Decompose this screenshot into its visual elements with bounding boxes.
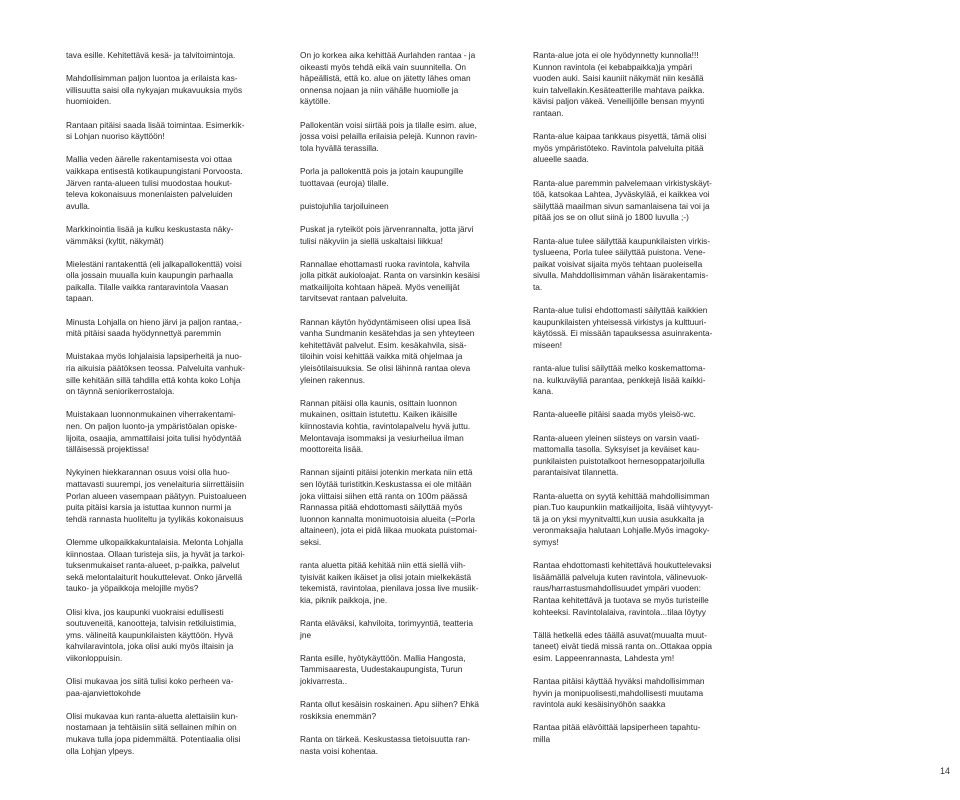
comment-paragraph: Mielestäni rantakenttä (eli jalkapallokenttä) voisi olla jossain muualla kuin kaupungin parhaalla paikalla. Tilalle vaikka rantaravintola Vaasan tapaan. [66,258,242,304]
comment-paragraph: Ranta-alue tulee säilyttää kaupunkilaisten virkis- tyslueena, Porla tulee säilyttää puistona. Vene- paikat voisivat sijaita myös tehtaan puoleisella sivulla. Mahddollisimman vähän lisärakentamis- ta. [533,235,711,292]
comment-paragraph: Ranta on tärkeä. Keskustassa tietoisuutta ran- nasta voisi kohentaa. [300,734,471,756]
comment-paragraph: Olisi mukavaa kun ranta-aluetta alettaisiin kun- nostamaan ja tehtäisiin siitä sellainen mihin on mukava tulla jopa pidemmältä. Potentiaalia olisi olla Lohjan ylpeys. [66,710,241,756]
comment-paragraph: Olemme ulkopaikkakuntalaisia. Melonta Lohjalla kiinnostaa. Ollaan turisteja siis, ja hyvät ja tarkoi- tuksenmukaiset ranta-alueet, p-paikka, palvelut sekä melontalaiturit houkuttelevat. Onko järvellä tauko- ja yöpaikkoja melojille myös? [66,536,245,594]
comment-paragraph: Rantaa pitäisi käyttää hyväksi mahdollisimman hyvin ja monipuolisesti,mahdollisesti muutama ravintola auki kesäisinyöhön saakka [533,676,705,710]
comment-paragraph: Tällä hetkellä edes täällä asuvat(muualta muut- taneet) eivät tiedä missä ranta on..Ottakaa oppia esim. Lappeenrannasta, Lahdesta ym! [533,629,712,663]
comment-paragraph: ranta-alue tulisi säilyttää melko koskemattoma- na. kulkuväyliä parantaa, penkkejä lisää kaikki- kana. [533,363,706,397]
comment-paragraph: Olisi mukavaa jos siitä tulisi koko perheen va- paa-ajanviettokohde [66,676,234,698]
text-column-1 [66,50,282,769]
text-column-2 [300,50,516,769]
comment-paragraph: On jo korkea aika kehittää Aurlahden rantaa - ja oikeasti myös tehdä eikä vain suunnitella. On häpeällistä, että ko. alue on jätetty lähes oman onnensa nojaan ja niin vähälle huomiolle ja käytölle. [300,50,476,107]
comment-paragraph: Ranta eläväksi, kahviloita, torimyyntiä, teatteria jne [300,618,473,640]
comment-paragraph: Rantaa pitää elävöittää lapsiperheen tapahtu- milla [533,722,701,745]
comment-paragraph: ranta aluetta pitää kehitää niin että siellä viih- tyisivät kaiken ikäiset ja olisi jotain mielkekästä tekemistä, ravintolaa, pienilava jossa live musiik- kia, piknik paikkoja, jne. [300,560,479,605]
text-column-3 [533,50,753,757]
comment-paragraph: tava esille. Kehitettävä kesä- ja talvitoimintoja. [66,50,236,60]
comment-paragraph: Ranta-alue jota ei ole hyödynnetty kunnolla!!! Kunnon ravintola (ei kebabpaikka)ja ympäri vuoden auki. Saisi kauniit näkymät niin kesällä kuin talvellakin.Kesäteatterille mahtava paikka. kävisi paljon väkeä. Veneilijöille bensan myynti rantaan. [533,50,705,118]
comment-paragraph: Rannallae ehottamasti ruoka ravintola, kahvila jolla pitkät aukioloajat. Ranta on varsinkin kesäisi matkailijoita kohtaan häpeä. Myös veneilijät tarvitsevat rantaan palveluita. [300,258,480,304]
comment-paragraph: Rantaa ehdottomasti kehitettävä houkuttelevaksi lisäämällä palveluja kuten ravintola, välinevuok- raus/harrastusmahdollisuudet ympäri vuoden: Rantaa kehitettävä ja tuotava se myös turisteille kohteeksi. Ravintolalaiva, ravintola...tilaa löytyy [533,560,712,617]
comment-paragraph: Rannan käytön hyödyntämiseen olisi upea lisä vanha Sundmanin kesätehdas ja sen yhteyteen kehitettävät palvelut. Esim. kesäkahvila, sisä- tiloihin voisi kehittää vaikka mitä ohjelmaa ja yleisötilaisuuksia. Se olisi lähinnä rantaa oleva yleinen rakennus. [300,316,475,385]
comment-paragraph: Rantaan pitäisi saada lisää toimintaa. Esimerkik- si Lohjan nuoriso käyttöön! [66,119,245,142]
comment-paragraph: Ranta-alue paremmin palvelemaan virkistyskäyt- töä, katsokaa Lahtea, Jyväskylää, ei kaikkea voi säilyttää maailman sivun samanlaisena tai voi ja pitää jos se on ollut siinä jo 1800 luvulla ;-) [533,177,712,223]
comment-paragraph: Muistakaan luonnonmukainen viherrakentami- nen. On paljon luonto-ja ympäristöalan opiske- lijoita, osaajia, ammattilaisi joita tulisi hyödyntää tälläisessä projektissa! [66,409,242,455]
comment-paragraph: Ranta-alueen yleinen siisteys on varsin vaati- mattomalla tasolla. Syksyiset ja keväiset kau- punkilaisten puistotalkoot hernesoppatarjoilulla parantaisivat tilannetta. [533,432,705,478]
comment-paragraph: Muistakaa myös lohjalaisia lapsiperheitä ja nuo- ria aikuisia päätöksen teossa. Palveluita vanhuk- sille kehitään sillä tahdilla että kohta koko Lohja on täynnä seniorikerrostaloja. [66,351,245,397]
comment-paragraph: Ranta esille, hyötykäyttöön. Mallia Hangosta, Tammisaaresta, Uudestakaupungista, Turun jokivarresta.. [300,652,466,687]
comment-paragraph: Olisi kiva, jos kaupunki vuokraisi edullisesti soutuveneitä, kanootteja, talvisin retkiluistimia, yms. välineitä kaupunkilaisten käyttöön. Hyvä kahvilaravintola, joka olisi auki myös iltaisin ja viikonloppuisin. [66,606,237,663]
comment-paragraph: Mahdollisimman paljon luontoa ja erilaista kas- villisuutta saisi olla nykyajan mukavuuksia myös huomioiden. [66,73,243,107]
comment-paragraph: puistojuhlia tarjoiluineen [300,200,389,211]
comment-paragraph: Markkinointia lisää ja kulku keskustasta näky- vämmäksi (kyltit, näkymät) [66,223,234,246]
comment-paragraph: Nykyinen hiekkarannan osuus voisi olla huo- mattavasti suurempi, jos venelaituria siirrettäisiin Porlan alueen vasempaan päätyyn. Puistoalueen puita pitäisi karsia ja istuttaa kunnon nurmi ja tehdä rannasta huoliteltu ja tyylikäs kokonaisuus [66,467,247,524]
comment-paragraph: Ranta ollut kesäisin roskainen. Apu siihen? Ehkä roskiksia enemmän? [300,699,479,721]
comment-paragraph: Ranta-aluetta on syytä kehittää mahdollisimman pian.Tuo kaupunkiin matkailijoita, lisää viihtyvyyt- tä ja on yksi myynitvaltti,kun uusia asukkaita ja veronmaksajia halutaan Lohjalle.Myös imagoky- symys! [533,490,713,547]
comment-paragraph: Rannan sijainti pitäisi jotenkin merkata niin että sen löytää turistitkin.Keskustassa ei ole mitään joka viittaisi siihen että ranta on 100m päässä Rannassa pitää ehdottomasti säilyttää myös luonnon kannalta monimuotoisia alueita (=Porla altaineen), jota ei pidä liikaa muokata puistomai- seksi. [300,467,478,547]
comment-paragraph: Mallia veden äärelle rakentamisesta voi ottaa vaikkapa entisestä kotikaupungistani Porvoosta. Järven ranta-alueen tulisi muodostaa houkut- televa kokonaisuus monenlaisten palveluiden avulla. [66,154,243,211]
comment-paragraph: Ranta-alueelle pitäisi saada myös yleisö-wc. [533,409,696,420]
page-number: 14 [939,766,950,776]
comment-paragraph: Ranta-alue tulisi ehdottomasti säilyttää kaikkien kaupunkilaisten yhteisessä virkistys ja kulttuuri- käytössä. Ei missään tapauksessa asuinrakenta- miseen! [533,305,713,350]
comment-paragraph: Rannan pitäisi olla kaunis, osittain luonnon mukainen, osittain istutettu. Kaiken ikäisille kiinnostavia kohtia, ravintolapalvelu hyvä juttu. Melontavaja isommaksi ja vesiurheilua ilman moottoreita lisää. [300,397,471,455]
comment-paragraph: Puskat ja ryteiköt pois järvenrannalta, jotta järvi tulisi näkyviin ja siellä uskaltaisi liikkua! [300,223,474,246]
comment-paragraph: Porla ja pallokenttä pois ja jotain kaupungille tuottavaa (euroja) tilalle. [300,165,464,188]
comment-paragraph: Ranta-alue kaipaa tankkaus pisyettä, tämä olisi myös ympäristöteko. Ravintola palveluita pitää alueelle saada. [533,131,707,165]
comment-paragraph: Pallokentän voisi siirtää pois ja tilalle esim. alue, jossa voisi pelailla erilaisia pelejä. Kunnon ravin- tola hyvällä terassilla. [300,119,478,153]
comment-paragraph: Minusta Lohjalla on hieno järvi ja paljon rantaa,- mitä pitäisi saada hyödynnettyä paremmin [66,316,242,339]
